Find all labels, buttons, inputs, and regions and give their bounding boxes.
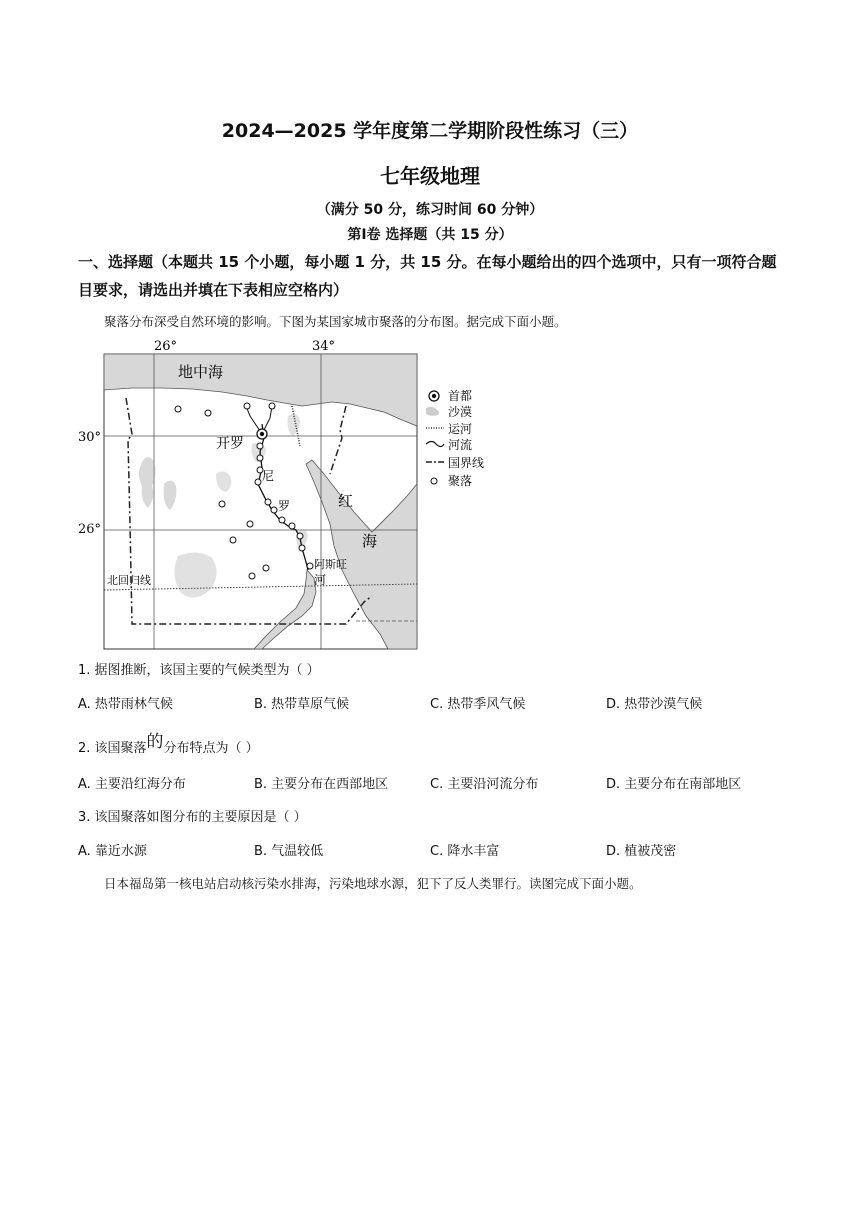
river-label-2: 罗 (278, 499, 291, 513)
settlement-map (78, 334, 502, 652)
settlement-point (247, 521, 253, 527)
q2-option-a[interactable]: A. 主要沿红海分布 (78, 777, 186, 792)
dam-label: 阿斯旺 (314, 558, 347, 571)
q1-option-c[interactable]: C. 热带季风气候 (430, 697, 526, 712)
intro-text: 聚落分布深受自然环境的影响。下图为某国家城市聚落的分布图。据完成下面小题。 (104, 314, 567, 329)
section-heading: 一、选择题（本题共 15 个小题，每小题 1 分，共 15 分。在每小题给出的四个选项中，只有一项符合题目要求，请选出并填在下表相应空格内） (78, 253, 777, 299)
legend-capital: 首都 (448, 389, 473, 403)
q3-option-b[interactable]: B. 气温较低 (254, 844, 324, 859)
exam-title: 2024—2025 学年度第二学期阶段性练习（三） (221, 120, 639, 142)
question-3-stem: 3. 该国聚落如图分布的主要原因是（ ） (78, 810, 307, 825)
settlement-point (297, 533, 303, 539)
settlement-point (271, 507, 277, 513)
settlement-point (257, 455, 263, 461)
settlement-point (219, 501, 225, 507)
legend-border: 国界线 (448, 456, 485, 470)
river-label-3: 河 (314, 573, 327, 587)
q3-option-d[interactable]: D. 植被茂密 (606, 844, 677, 859)
q2-option-c[interactable]: C. 主要沿河流分布 (430, 777, 539, 792)
settlement-point (279, 517, 285, 523)
legend-canal: 运河 (448, 422, 473, 436)
settlement-point (175, 406, 181, 412)
settlement-point (289, 523, 295, 529)
red-sea-label-1: 红 (338, 492, 354, 510)
lat-label-30: 30° (78, 430, 102, 445)
q1-option-b[interactable]: B. 热带草原气候 (254, 697, 350, 712)
settlement-point (299, 545, 305, 551)
settlement-point (249, 573, 255, 579)
lon-label-26: 26° (154, 339, 178, 354)
settlement-point (265, 499, 271, 505)
intro-text-2: 日本福岛第一核电站启动核污染水排海，污染地球水源，犯下了反人类罪行。读图完成下面小题。 (104, 876, 642, 891)
q3-option-c[interactable]: C. 降水丰富 (430, 844, 500, 859)
q3-option-a[interactable]: A. 靠近水源 (78, 844, 147, 859)
legend-desert: 沙漠 (448, 405, 473, 419)
settlement-point (257, 443, 263, 449)
volume-heading: 第Ⅰ卷 选择题（共 15 分） (347, 227, 513, 243)
settlement-point (307, 563, 313, 569)
red-sea-label-2: 海 (362, 532, 378, 550)
capital-label: 开罗 (216, 436, 244, 452)
map-legend (426, 388, 484, 488)
lon-label-34: 34° (312, 339, 336, 354)
question-1-stem: 1. 据图推断，该国主要的气候类型为（ ） (78, 663, 320, 678)
q2-option-b[interactable]: B. 主要分布在西部地区 (254, 777, 389, 792)
question-2-stem: 2. 该国聚落的分布特点为（ ） (78, 732, 259, 756)
legend-river: 河流 (448, 438, 473, 452)
settlement-point (263, 565, 269, 571)
lat-label-26: 26° (78, 522, 102, 537)
q1-option-a[interactable]: A. 热带雨林气候 (78, 697, 173, 712)
tropic-label: 北回归线 (107, 574, 151, 587)
settlement-point (244, 403, 250, 409)
q2-option-d[interactable]: D. 主要分布在南部地区 (606, 777, 742, 792)
settlement-point (269, 403, 275, 409)
legend-settlement: 聚落 (448, 474, 473, 488)
settlement-point (205, 410, 211, 416)
river-label-1: 尼 (262, 469, 275, 483)
mediterranean-label: 地中海 (178, 363, 224, 381)
settlement-point (230, 537, 236, 543)
exam-subject: 七年级地理 (380, 164, 480, 188)
settlement-point (255, 479, 261, 485)
exam-info: （满分 50 分，练习时间 60 分钟） (316, 202, 544, 218)
q1-option-d[interactable]: D. 热带沙漠气候 (606, 697, 703, 712)
